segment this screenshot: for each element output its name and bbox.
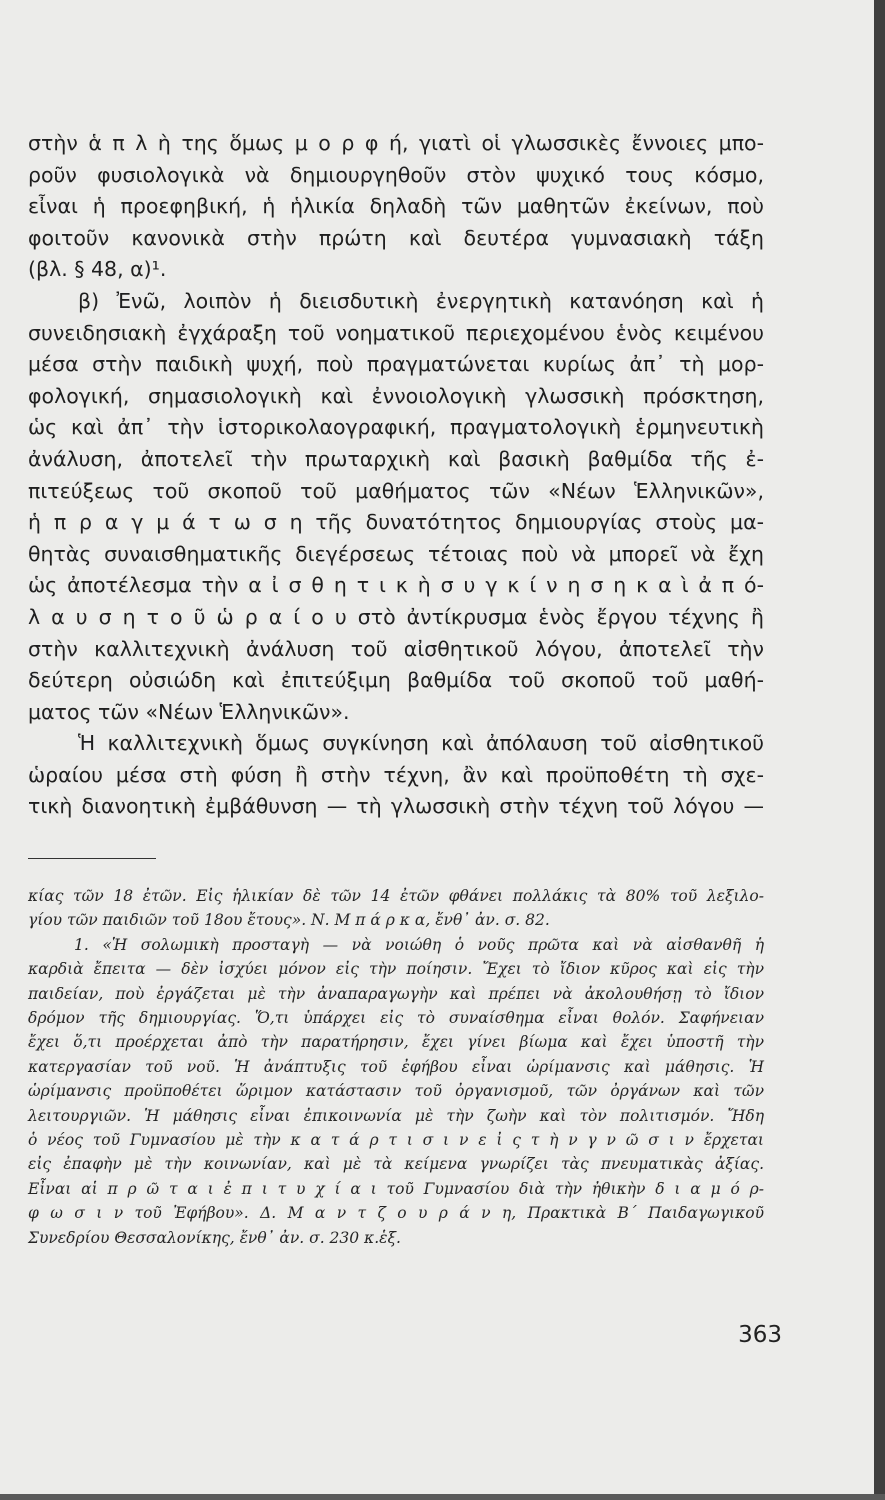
- footnote-line: 1. «Ἡ σολωμικὴ προσταγὴ — νὰ νοιώθη ὁ νοῦς πρῶτα καὶ νὰ αἰσθανθῆ ἡ: [74, 935, 764, 954]
- text-line: ροῦν φυσιολογικὰ νὰ δημιουργηθοῦν στὸν ψυχικό τους κόσμο,: [28, 162, 764, 187]
- footnote-line: ὡρίμανσις προϋποθέτει ὥριμον κατάστασιν τοῦ ὀργανισμοῦ, τῶν ὀργάνων καὶ τῶν: [28, 1082, 764, 1101]
- text-line: στὴν ἁ π λ ὴ της ὅμως μ ο ρ φ ή, γιατὶ οἱ γλωσσικὲς ἔννοιες μπο-: [28, 131, 764, 155]
- footnote-line: γίου τῶν παιδιῶν τοῦ 18ου ἔτους». Ν. Μ π ά ρ κ α, ἔνθ᾽ ἀν. σ. 82.: [28, 911, 550, 930]
- footnote-line: παιδείαν, ποὺ ἐργάζεται μὲ τὴν ἀναπαραγωγὴν καὶ πρέπει νὰ ἀκολουθήσῃ τὸ ἴδιον: [28, 984, 764, 1003]
- text-line: Ἡ καλλιτεχνικὴ ὅμως συγκίνηση καὶ ἀπόλαυση τοῦ αἰσθητικοῦ: [78, 731, 764, 756]
- text-line: πιτεύξεως τοῦ σκοποῦ τοῦ μαθήματος τῶν «Νέων Ἑλληνικῶν»,: [28, 478, 764, 503]
- page-number: 363: [738, 1322, 782, 1348]
- text-line: β) Ἐνῶ, λοιπὸν ἡ διεισδυτικὴ ἐνεργητικὴ κατανόηση καὶ ἡ: [78, 288, 764, 313]
- footnote-line: κατεργασίαν τοῦ νοῦ. Ἡ ἀνάπτυξις τοῦ ἐφήβου εἶναι ὡρίμανσις καὶ μάθησις. Ἡ: [28, 1057, 764, 1076]
- text-line: ὡραίου μέσα στὴ φύση ἢ στὴν τέχνη, ἂν καὶ προϋποθέτη τὴ σχε-: [28, 762, 764, 787]
- text-line: εἶναι ἡ προεφηβική, ἡ ἡλικία δηλαδὴ τῶν μαθητῶν ἐκείνων, ποὺ: [28, 194, 764, 219]
- text-line: λ α υ σ η τ ο ῦ ὡ ρ α ί ο υ στὸ ἀντίκρυσμα ἑνὸς ἔργου τέχνης ἢ: [28, 604, 764, 629]
- footnote-line: Συνεδρίου Θεσσαλονίκης, ἔνθ᾽ ἀν. σ. 230 κ.ἑξ.: [28, 1228, 401, 1247]
- text-line: τικὴ διανοητικὴ ἐμβάθυνση — τὴ γλωσσικὴ στὴν τέχνη τοῦ λόγου —: [28, 794, 764, 819]
- text-line: φολογική, σημασιολογικὴ καὶ ἐννοιολογικὴ γλωσσικὴ πρόσκτηση,: [28, 383, 764, 408]
- text-line: ὡς ἀποτέλεσμα τὴν α ἰ σ θ η τ ι κ ὴ σ υ γ κ ί ν η σ η κ α ὶ ἀ π ό-: [28, 573, 764, 598]
- footnote-line: κίας τῶν 18 ἐτῶν. Εἰς ἡλικίαν δὲ τῶν 14 ἐτῶν φθάνει πολλάκις τὰ 80% τοῦ λεξιλο-: [28, 887, 764, 905]
- text-line: (βλ. § 48, α)¹.: [28, 257, 167, 282]
- book-bottom-edge: [0, 1494, 885, 1500]
- text-line: ἀνάλυση, ἀποτελεῖ τὴν πρωταρχικὴ καὶ βασικὴ βαθμίδα τῆς ἐ-: [28, 446, 764, 471]
- footnote-line: ἔχει ὅ,τι προέρχεται ἀπὸ τὴν παρατήρησιν, ἔχει γίνει βίωμα καὶ ἔχει ὑποστῆ τὴν: [28, 1033, 764, 1052]
- footnote-line: καρδιὰ ἔπειτα — δὲν ἰσχύει μόνον εἰς τὴν ποίησιν. Ἔχει τὸ ἴδιον κῦρος καὶ εἰς τὴν: [28, 960, 764, 979]
- text-line: στὴν καλλιτεχνικὴ ἀνάλυση τοῦ αἰσθητικοῦ λόγου, ἀποτελεῖ τὴν: [28, 636, 764, 661]
- footnote-line: φ ω σ ι ν τοῦ Ἐφήβου». Δ. Μ α ν τ ζ ο υ ρ ά ν η, Πρακτικὰ Β΄ Παιδαγωγικοῦ: [28, 1204, 764, 1223]
- book-edge: [874, 0, 885, 1500]
- footnote-line: ὁ νέος τοῦ Γυμνασίου μὲ τὴν κ α τ ά ρ τ ι σ ι ν ε ἰ ς τ ὴ ν γ ν ῶ σ ι ν ἔρχεται: [28, 1131, 764, 1150]
- text-line: δεύτερη οὐσιώδη καὶ ἐπιτεύξιμη βαθμίδα τοῦ σκοποῦ τοῦ μαθή-: [28, 668, 764, 693]
- footnote-separator: [28, 858, 156, 859]
- text-line: φοιτοῦν κανονικὰ στὴν πρώτη καὶ δευτέρα γυμνασιακὴ τάξη: [28, 225, 764, 250]
- text-line: ὡς καὶ ἀπ᾽ τὴν ἱστορικολαογραφική, πραγματολογικὴ ἑρμηνευτικὴ: [28, 415, 764, 440]
- text-line: ματος τῶν «Νέων Ἑλληνικῶν».: [28, 699, 350, 724]
- main-text: [28, 128, 764, 823]
- footnote-line: λειτουργιῶν. Ἡ μάθησις εἶναι ἐπικοινωνία μὲ τὴν ζωὴν καὶ τὸν πολιτισμόν. Ἤδη: [28, 1106, 764, 1125]
- footnotes: [28, 884, 764, 1250]
- text-line: συνειδησιακὴ ἐγχάραξη τοῦ νοηματικοῦ περιεχομένου ἑνὸς κειμένου: [28, 320, 764, 345]
- footnote-line: εἰς ἐπαφὴν μὲ τὴν κοινωνίαν, καὶ μὲ τὰ κείμενα γνωρίζει τὰς πνευματικὰς ἀξίας.: [28, 1155, 764, 1174]
- footnote-line: Εἶναι αἱ π ρ ῶ τ α ι ἐ π ι τ υ χ ί α ι τοῦ Γυμνασίου διὰ τὴν ἠθικὴν δ ι α μ ό ρ-: [28, 1179, 764, 1198]
- text-line: ἡ π ρ α γ μ ά τ ω σ η τῆς δυνατότητος δημιουργίας στοὺς μα-: [28, 510, 764, 535]
- text-line: θητὰς συναισθηματικῆς διεγέρσεως τέτοιας ποὺ νὰ μπορεῖ νὰ ἔχη: [28, 541, 764, 566]
- text-line: μέσα στὴν παιδικὴ ψυχή, ποὺ πραγματώνεται κυρίως ἀπ᾽ τὴ μορ-: [28, 352, 764, 377]
- footnote-line: δρόμον τῆς δημιουργίας. Ὅ,τι ὑπάρχει εἰς τὸ συναίσθημα εἶναι θολόν. Σαφήνειαν: [28, 1009, 764, 1028]
